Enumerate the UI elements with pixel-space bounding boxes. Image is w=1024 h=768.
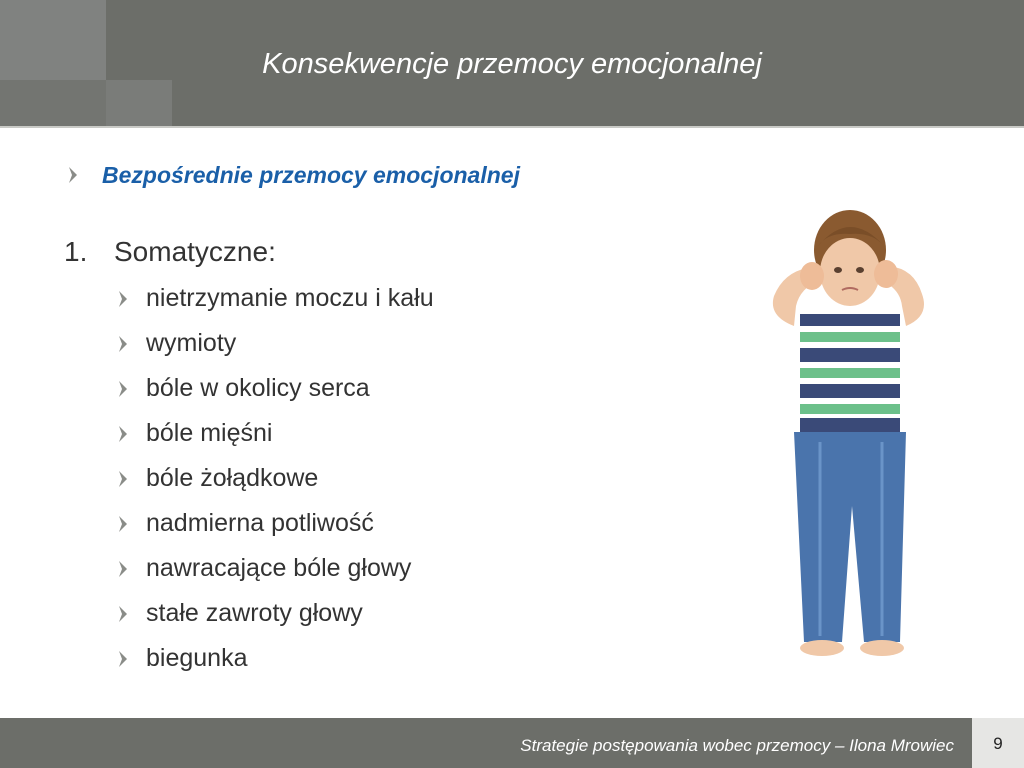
list-item-text: bóle mięśni bbox=[146, 419, 273, 447]
chevron-right-icon bbox=[118, 335, 128, 353]
slide-header bbox=[0, 0, 1024, 128]
chevron-right-icon bbox=[118, 425, 128, 443]
header-decor-square bbox=[106, 80, 172, 126]
chevron-right-icon bbox=[118, 650, 128, 668]
slide-title: Konsekwencje przemocy emocjonalnej bbox=[262, 48, 762, 80]
slide-footer bbox=[0, 718, 1024, 768]
item-number: 1. bbox=[64, 236, 88, 267]
list-item-text: stałe zawroty głowy bbox=[146, 599, 363, 627]
chevron-right-icon bbox=[118, 290, 128, 308]
list-item-text: bóle żołądkowe bbox=[146, 464, 319, 492]
list-item-text: bóle w okolicy serca bbox=[146, 374, 370, 402]
list-item-text: nawracające bóle głowy bbox=[146, 554, 412, 582]
page-number: 9 bbox=[993, 734, 1003, 753]
numbered-item bbox=[64, 232, 276, 272]
header-decor-square bbox=[0, 80, 106, 126]
chevron-right-icon bbox=[118, 380, 128, 398]
chevron-right-icon bbox=[118, 560, 128, 578]
list-item-text: nadmierna potliwość bbox=[146, 509, 374, 537]
chevron-right-icon bbox=[68, 166, 78, 184]
item-label: Somatyczne: bbox=[114, 236, 276, 267]
page-number-box bbox=[972, 718, 1024, 768]
chevron-right-icon bbox=[118, 470, 128, 488]
child-covering-ears-image bbox=[760, 206, 930, 662]
chevron-right-icon bbox=[118, 605, 128, 623]
list-item-text: biegunka bbox=[146, 644, 248, 672]
footer-text: Strategie postępowania wobec przemocy – Ilona Mrowiec bbox=[520, 736, 954, 755]
chevron-right-icon bbox=[118, 515, 128, 533]
list-item-text: nietrzymanie moczu i kału bbox=[146, 284, 434, 312]
slide-subtitle: Bezpośrednie przemocy emocjonalnej bbox=[102, 162, 520, 188]
list-item-text: wymioty bbox=[146, 329, 237, 357]
